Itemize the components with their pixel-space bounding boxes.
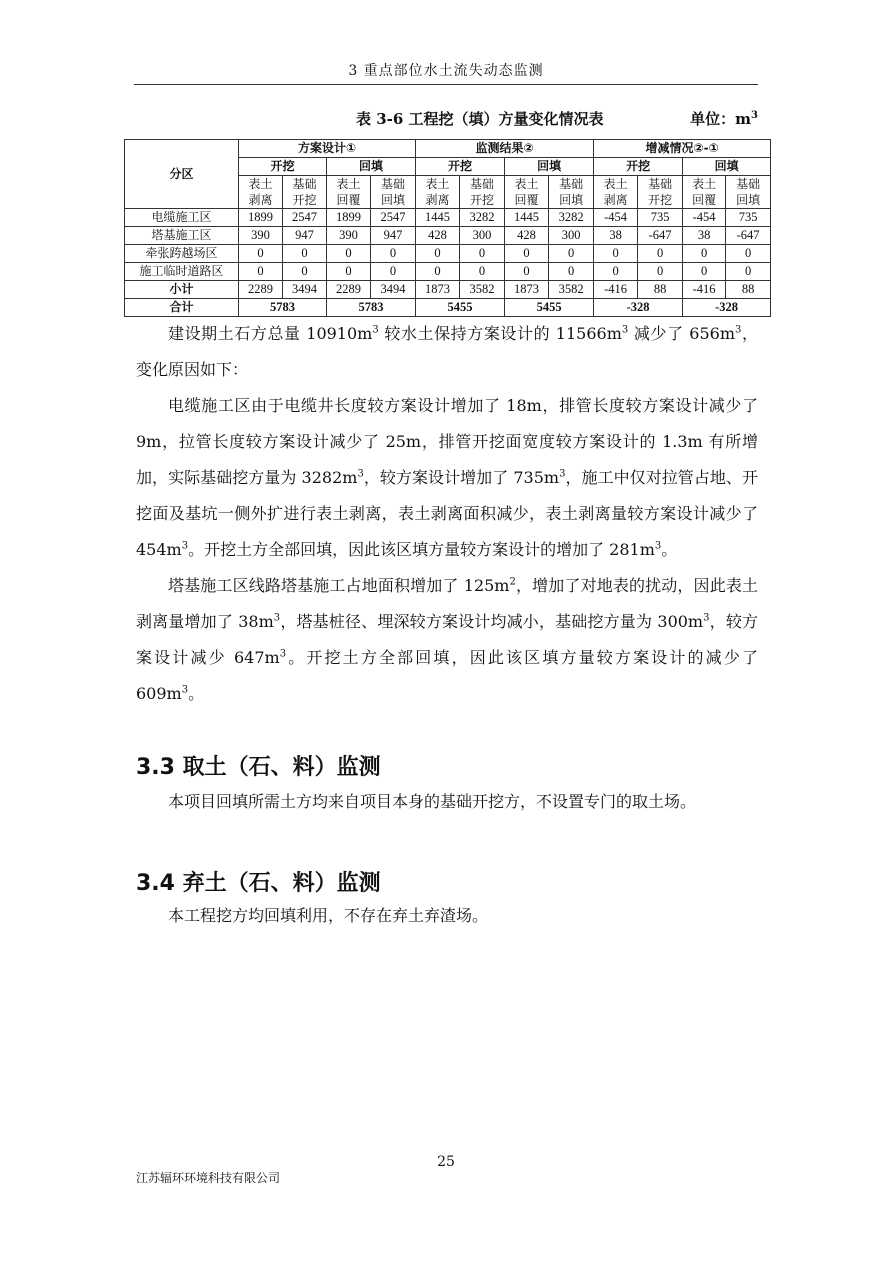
table-cell: 735: [638, 209, 683, 227]
zone-header: 分区: [125, 140, 239, 209]
table-cell: 0: [594, 245, 638, 263]
table-caption: [134, 108, 758, 130]
table-cell: 3582: [460, 281, 505, 299]
header-divider: [134, 84, 758, 85]
table-cell: 0: [416, 263, 460, 281]
subheader-backfill: 回填: [505, 158, 594, 176]
table-cell: 0: [239, 263, 283, 281]
table-title: 表 3-6 工程挖（填）方量变化情况表: [356, 110, 604, 128]
paragraph-borrow-site: 本项目回填所需土方均来自项目本身的基础开挖方，不设置专门的取土场。: [168, 792, 697, 811]
table-cell: 0: [505, 245, 549, 263]
table-cell: -647: [638, 227, 683, 245]
table-cell: 1445: [505, 209, 549, 227]
section-heading-3-3: 3.3 取土（石、料）监测: [136, 755, 381, 780]
column-header: 基础 开挖: [283, 176, 327, 209]
body-block-2: [136, 784, 758, 820]
table-cell: 0: [726, 245, 771, 263]
table-unit: [690, 108, 758, 129]
zone-name: 小计: [125, 281, 239, 299]
paragraph-earthwork-summary: 建设期土石方总量 $10910m^3$ 较水土保持方案设计的 $11566m^3$ 减少了 $656m^3$，变化原因如下：: [136, 324, 758, 379]
table-cell: 947: [371, 227, 416, 245]
group-header-change: 增减情况②-①: [594, 140, 771, 158]
table-cell: 1873: [416, 281, 460, 299]
page-header-title: 3 重点部位水土流失动态监测: [348, 63, 544, 79]
zone-name: 施工临时道路区: [125, 263, 239, 281]
section-heading-3-4: 3.4 弃土（石、料）监测: [136, 871, 381, 896]
total-label: 合计: [125, 299, 239, 317]
earthwork-table: [124, 139, 771, 317]
table-cell: -454: [594, 209, 638, 227]
zone-name: 塔基施工区: [125, 227, 239, 245]
total-cell: 5455: [416, 299, 505, 317]
table-cell: 428: [505, 227, 549, 245]
total-cell: 5783: [239, 299, 327, 317]
table-cell: 2289: [239, 281, 283, 299]
table-cell: -454: [683, 209, 726, 227]
company-name: 江苏辐环环境科技有限公司: [136, 1171, 281, 1185]
table-cell: 0: [283, 263, 327, 281]
table-cell: 2289: [327, 281, 371, 299]
column-header: 表土 剥离: [239, 176, 283, 209]
table-cell: 0: [327, 245, 371, 263]
table-cell: 1445: [416, 209, 460, 227]
group-header-monitoring: 监测结果②: [416, 140, 594, 158]
unit-value: m: [735, 110, 752, 128]
subheader-backfill: 回填: [683, 158, 771, 176]
table-cell: -416: [594, 281, 638, 299]
table-cell: 390: [327, 227, 371, 245]
table-cell: -647: [726, 227, 771, 245]
table-cell: 0: [726, 263, 771, 281]
total-cell: -328: [594, 299, 683, 317]
paragraph-spoil-site: 本工程挖方均回填利用，不存在弃土弃渣场。: [168, 906, 489, 925]
column-header: 基础 回填: [549, 176, 594, 209]
table-row: [125, 245, 771, 263]
table-cell: 947: [283, 227, 327, 245]
table-cell: 0: [283, 245, 327, 263]
table-row: [125, 281, 771, 299]
table-cell: 0: [683, 263, 726, 281]
column-header: 表土 回覆: [327, 176, 371, 209]
table-cell: 3494: [371, 281, 416, 299]
table-cell: 0: [460, 245, 505, 263]
column-header: 基础 回填: [726, 176, 771, 209]
table-cell: 0: [371, 263, 416, 281]
table-cell: 1873: [505, 281, 549, 299]
zone-name: 电缆施工区: [125, 209, 239, 227]
table-cell: 0: [638, 263, 683, 281]
table-row: [125, 227, 771, 245]
table-total-row: [125, 299, 771, 317]
column-header: 表土 剥离: [416, 176, 460, 209]
column-header: 表土 回覆: [505, 176, 549, 209]
table-cell: 2547: [371, 209, 416, 227]
table-cell: 3282: [460, 209, 505, 227]
table-cell: 38: [594, 227, 638, 245]
table-cell: 0: [549, 245, 594, 263]
subheader-excavation: 开挖: [594, 158, 683, 176]
column-header: 表土 回覆: [683, 176, 726, 209]
total-cell: 5783: [327, 299, 416, 317]
subheader-excavation: 开挖: [239, 158, 327, 176]
table-header-row-1: [125, 140, 771, 158]
unit-superscript: 3: [751, 110, 758, 121]
unit-label: 单位：: [690, 110, 736, 128]
table-cell: 0: [327, 263, 371, 281]
group-header-design: 方案设计①: [239, 140, 416, 158]
table-cell: 1899: [327, 209, 371, 227]
table-cell: 0: [505, 263, 549, 281]
paragraph-cable-area: 电缆施工区由于电缆井长度较方案设计增加了 18m，排管长度较方案设计减少了 9m，拉管长度较方案设计减少了 25m，排管开挖面宽度较方案设计的 1.3m 有所增加，实际基础挖方量为 $3282m^3$，较方案设计增加了 $735m^3$，施工中仅对拉管占地、开挖面及基坑一侧外扩进行表土剥离，表土剥离面积减少，表土剥离量较方案设计减少了 $454m^3$。开挖土方全部回填，因此该区填方量较方案设计的增加了 $281m^3$。: [136, 396, 758, 559]
subheader-excavation: 开挖: [416, 158, 505, 176]
total-cell: 5455: [505, 299, 594, 317]
table-cell: 0: [416, 245, 460, 263]
table-row: [125, 209, 771, 227]
table-cell: -416: [683, 281, 726, 299]
table-cell: 3582: [549, 281, 594, 299]
table-cell: 3282: [549, 209, 594, 227]
table-cell: 300: [460, 227, 505, 245]
table-cell: 735: [726, 209, 771, 227]
paragraph-tower-area: 塔基施工区线路塔基施工占地面积增加了 $125m^2$，增加了对地表的扰动，因此表土剥离量增加了 $38m^3$，塔基桩径、埋深较方案设计均减小，基础挖方量为 $300m^3$，较方案设计减少 $647m^3$。开挖土方全部回填，因此该区填方量较方案设计的减少了 $609m^3$。: [136, 576, 758, 703]
table-cell: 300: [549, 227, 594, 245]
total-cell: -328: [683, 299, 771, 317]
table-cell: 1899: [239, 209, 283, 227]
table-cell: 3494: [283, 281, 327, 299]
table-cell: 38: [683, 227, 726, 245]
body-block-1: [136, 316, 758, 712]
zone-name: 牵张跨越场区: [125, 245, 239, 263]
table-cell: 428: [416, 227, 460, 245]
table-cell: 0: [371, 245, 416, 263]
column-header: 基础 开挖: [460, 176, 505, 209]
column-header: 基础 回填: [371, 176, 416, 209]
table-body: [125, 209, 771, 299]
body-block-3: [136, 898, 758, 934]
subheader-backfill: 回填: [327, 158, 416, 176]
table-cell: 2547: [283, 209, 327, 227]
table-cell: 0: [549, 263, 594, 281]
table-cell: 0: [594, 263, 638, 281]
table-cell: 390: [239, 227, 283, 245]
table-cell: 88: [726, 281, 771, 299]
column-header: 基础 开挖: [638, 176, 683, 209]
page-number: 25: [437, 1154, 455, 1170]
column-header: 表土 剥离: [594, 176, 638, 209]
table-cell: 0: [683, 245, 726, 263]
table-row: [125, 263, 771, 281]
table-cell: 88: [638, 281, 683, 299]
table-cell: 0: [638, 245, 683, 263]
table-cell: 0: [460, 263, 505, 281]
table-cell: 0: [239, 245, 283, 263]
